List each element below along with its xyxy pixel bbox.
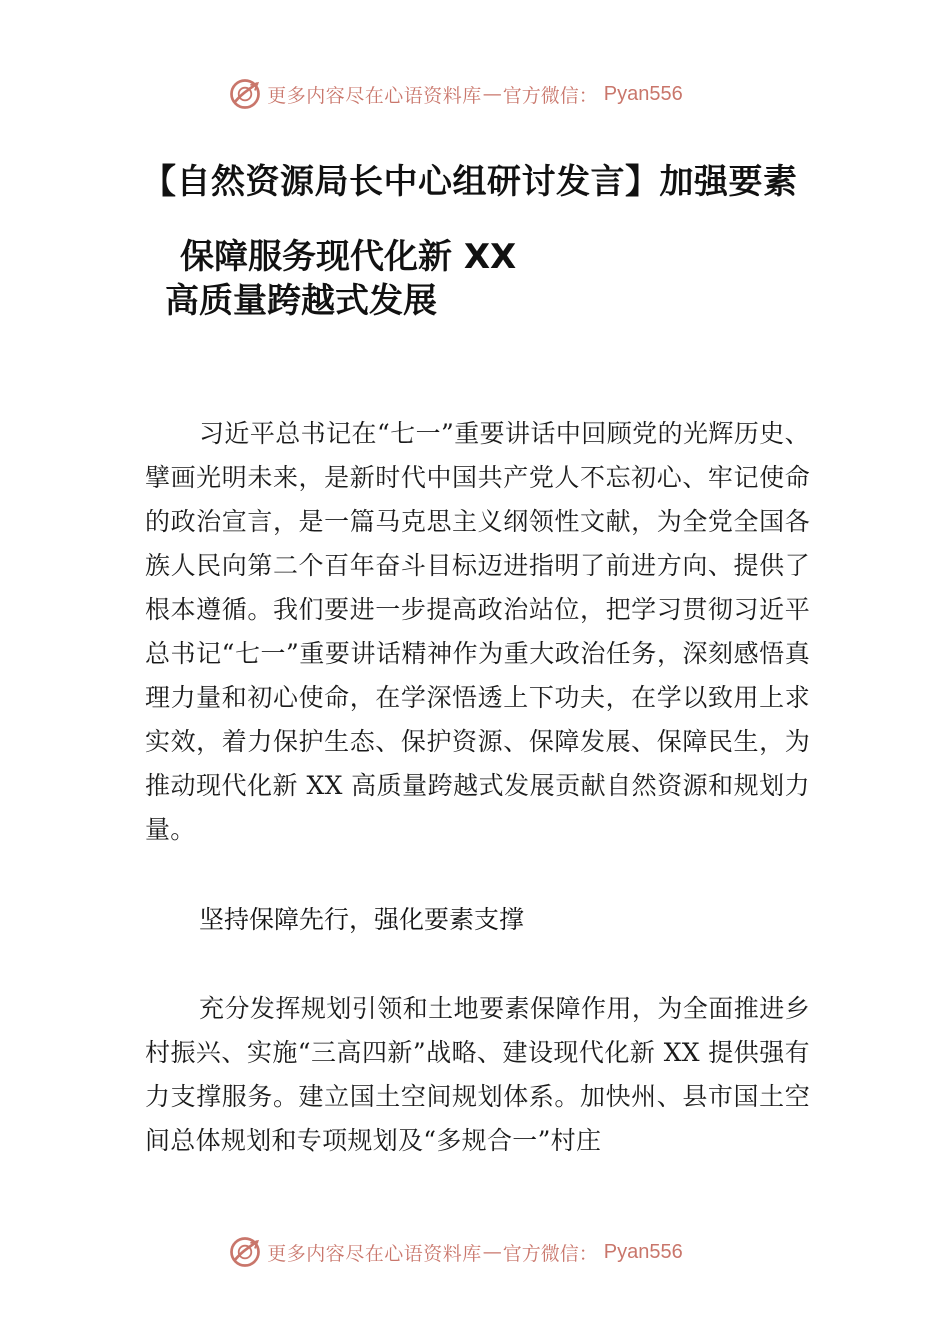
banner-wechat-id: Pyan556 (603, 82, 683, 105)
body-paragraph-1: 习近平总书记在“七一”重要讲话中回顾党的光辉历史、擘画光明未来，是新时代中国共产党人不忘初心、牢记使命的政治宣言，是一篇马克思主义纲领性文献，为全党全国各族人民向第二个百年奋斗目标迈进指明了前进方向、提供了根本遵循。我们要进一步提高政治站位，把学习贯彻习近平总书记“七一”重要讲话精神作为重大政治任务，深刻感悟真理力量和初心使命，在学深悟透上下功夫，在学以致用上求实效，着力保护生态、保护资源、保障发展、保障民生，为推动现代化新 XX 高质量跨越式发展贡献自然资源和规划力量。 (145, 419, 810, 844)
document-title-line-2: 保障服务现代化新 XX (180, 237, 517, 277)
banner-wechat-label: 官方微信： (502, 84, 598, 107)
document-title-line-1: 【自然资源局长中心组研讨发言】加强要素 (142, 162, 798, 202)
gear-rose-logo-icon (227, 1234, 263, 1270)
banner-slogan: 更多内容尽在心语资料库 (267, 84, 482, 107)
banner-dash: — (482, 1241, 502, 1263)
banner-wechat-id: Pyan556 (603, 1240, 683, 1263)
body-paragraph-2: 充分发挥规划引领和土地要素保障作用，为全面推进乡村振兴、实施“三高四新”战略、建设现代化新 XX 提供强有力支撑服务。建立国土空间规划体系。加快州、县市国土空间总体规划和专项规划及“多规合一”村庄 (145, 994, 810, 1155)
document-title-line-3: 高质量跨越式发展 (165, 281, 437, 321)
header-watermark-banner (0, 74, 950, 114)
section-heading: 坚持保障先行，强化要素支撑 (199, 905, 525, 934)
footer-watermark-banner (0, 1232, 950, 1272)
banner-dash: — (482, 83, 502, 105)
banner-wechat-label: 官方微信： (502, 1242, 598, 1265)
gear-rose-logo-icon (227, 76, 263, 112)
banner-slogan: 更多内容尽在心语资料库 (267, 1242, 482, 1265)
